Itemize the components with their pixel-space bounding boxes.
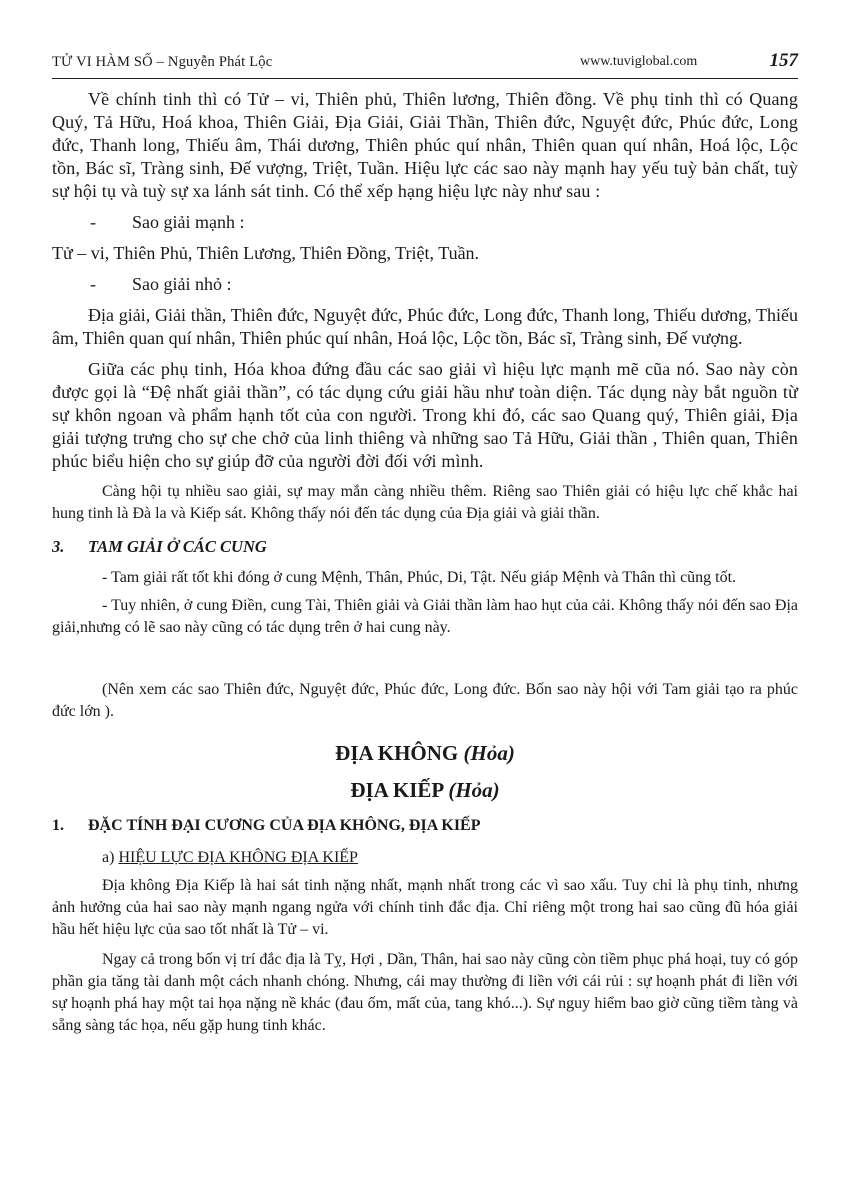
bullet-label: Sao giải mạnh : bbox=[132, 212, 245, 232]
paragraph-dia-khong-positions: Ngay cả trong bốn vị trí đắc địa là Tỵ, Hợi , Dần, Thân, hai sao này cũng còn tiềm phục phá hoại, tuy có góp phần gia tăng tài danh một cách nhanh chóng. Nhưng, cái may thường đi liền với cái rủi : sự hoạnh phát đi liền với sự hoạnh phá hay một tai họa nặng nề khác (đau ốm, mất của, tang khó...). Sự nguy hiểm bao giờ cũng tiềm tàng và sẵng sàng tác họa, nếu gặp hung tinh khác. bbox=[52, 951, 798, 1034]
paragraph-stars-intro: Về chính tinh thì có Tử – vi, Thiên phủ, Thiên lương, Thiên đồng. Về phụ tinh thì có Quang Quý, Tả Hữu, Hoá khoa, Thiên Giải, Địa Giải, Giải Thần, Thiên đức, Nguyệt đức, Phúc đức, Long đức, Thanh long, Thiếu âm, Thái dương, Thiên phúc quí nhân, Thiên quan quí nhân, Hoá lộc, Lộc tồn, Bác sĩ, Tràng sinh, Đế vượng, Triệt, Tuần. Hiệu lực các sao này mạnh hay yếu tuỳ bản chất, tuỳ sự hội tụ và tuỳ sự xa lánh sát tinh. Có thể xếp hạng hiệu lực này như sau : bbox=[52, 89, 798, 201]
section-number: 3. bbox=[52, 537, 65, 556]
section-title: TAM GIẢI Ở CÁC CUNG bbox=[88, 537, 267, 556]
heading-dia-khong bbox=[52, 741, 798, 766]
heading-main-text: ĐỊA KHÔNG bbox=[335, 741, 464, 765]
section-heading-3 bbox=[52, 537, 798, 561]
subsection-prefix: a) bbox=[102, 849, 119, 866]
paragraph-tam-giai-good: - Tam giải rất tốt khi đóng ở cung Mệnh, Thân, Phúc, Di, Tật. Nếu giáp Mệnh và Thân thì cũng tốt. bbox=[102, 569, 737, 586]
bullet-dash: - bbox=[90, 212, 96, 232]
paragraph-thien-giai: Càng hội tụ nhiều sao giải, sự may mắn càng nhiều thêm. Riêng sao Thiên giải có hiệu lực chế khắc hai hung tinh là Đà la và Kiếp sát. Không thấy nói đến tác dụng của Địa giải và giải thần. bbox=[52, 483, 798, 522]
section-heading-1 bbox=[52, 817, 798, 841]
heading-dia-kiep bbox=[52, 778, 798, 803]
bullet-strong-stars bbox=[52, 211, 798, 234]
section-title: ĐẶC TÍNH ĐẠI CƯƠNG CỦA ĐỊA KHÔNG, ĐỊA KIẾP bbox=[88, 817, 481, 834]
website-url: www.tuviglobal.com bbox=[580, 54, 698, 69]
note-paragraph: (Nên xem các sao Thiên đức, Nguyệt đức, Phúc đức, Long đức. Bốn sao này hội với Tam giải tạo ra phúc đức lớn ). bbox=[52, 681, 798, 720]
page-body bbox=[52, 88, 798, 1037]
section-number: 1. bbox=[52, 817, 64, 834]
heading-element-text: (Hỏa) bbox=[448, 778, 500, 802]
bullet-weak-stars bbox=[52, 273, 798, 296]
paragraph-dia-khong-intro: Địa không Địa Kiếp là hai sát tinh nặng nhất, mạnh nhất trong các vì sao xấu. Tuy chỉ là phụ tinh, nhưng ảnh hưởng của hai sao này mạnh ngang ngửa với chính tinh đắc địa. Chỉ riêng một trong hai sao cũng đũ hóa giải hầu hết hiệu lực của sao tốt nhất là Tử – vi. bbox=[52, 877, 798, 938]
page-header bbox=[52, 40, 798, 79]
strong-stars-list: Tử – vi, Thiên Phủ, Thiên Lương, Thiên Đồng, Triệt, Tuần. bbox=[52, 243, 480, 263]
heading-element-text: (Hỏa) bbox=[463, 741, 515, 765]
paragraph-hoa-khoa: Giữa các phụ tinh, Hóa khoa đứng đầu các sao giải vì hiệu lực mạnh mẽ cũa nó. Sao này còn được gọi là “Đệ nhất giải thần”, có tác dụng cứu giải hầu như toàn diện. Tác dụng này bắt nguồn từ sự khôn ngoan và phẩm hạnh tốt của con người. Trong khi đó, các sao Quang quý, Thiên giải, Địa giải tượng trưng cho sự che chở của linh thiêng và những sao Tả Hữu, Giải thần , Thiên quan, Thiên phúc biểu hiện cho sự giúp đỡ của người đời đối với mình. bbox=[52, 359, 798, 471]
paragraph-tam-giai-bad: - Tuy nhiên, ở cung Điền, cung Tài, Thiên giải và Giải thần làm hao hụt của cải. Không thấy nói đến sao Địa giải,nhưng có lẽ sao này cũng có tác dụng trên ở hai cung này. bbox=[52, 597, 798, 636]
bullet-dash: - bbox=[90, 274, 96, 294]
page-number: 157 bbox=[769, 50, 798, 71]
subsection-title: HIỆU LỰC ĐỊA KHÔNG ĐỊA KIẾP bbox=[118, 849, 358, 866]
weak-stars-list: Địa giải, Giải thần, Thiên đức, Nguyệt đức, Phúc đức, Long đức, Thanh long, Thiếu dương, Thiếu âm, Thiên quan quí nhân, Thiên phúc quí nhân, Hoá lộc, Lộc tồn, Bác sĩ, Tràng sinh, Đế vượng. bbox=[52, 305, 798, 348]
heading-main-text: ĐỊA KIẾP bbox=[350, 778, 449, 802]
bullet-label: Sao giải nhỏ : bbox=[132, 274, 232, 294]
book-title: TỬ VI HÀM SỐ – Nguyễn Phát Lộc bbox=[52, 54, 273, 70]
subsection-heading-a bbox=[52, 849, 798, 867]
